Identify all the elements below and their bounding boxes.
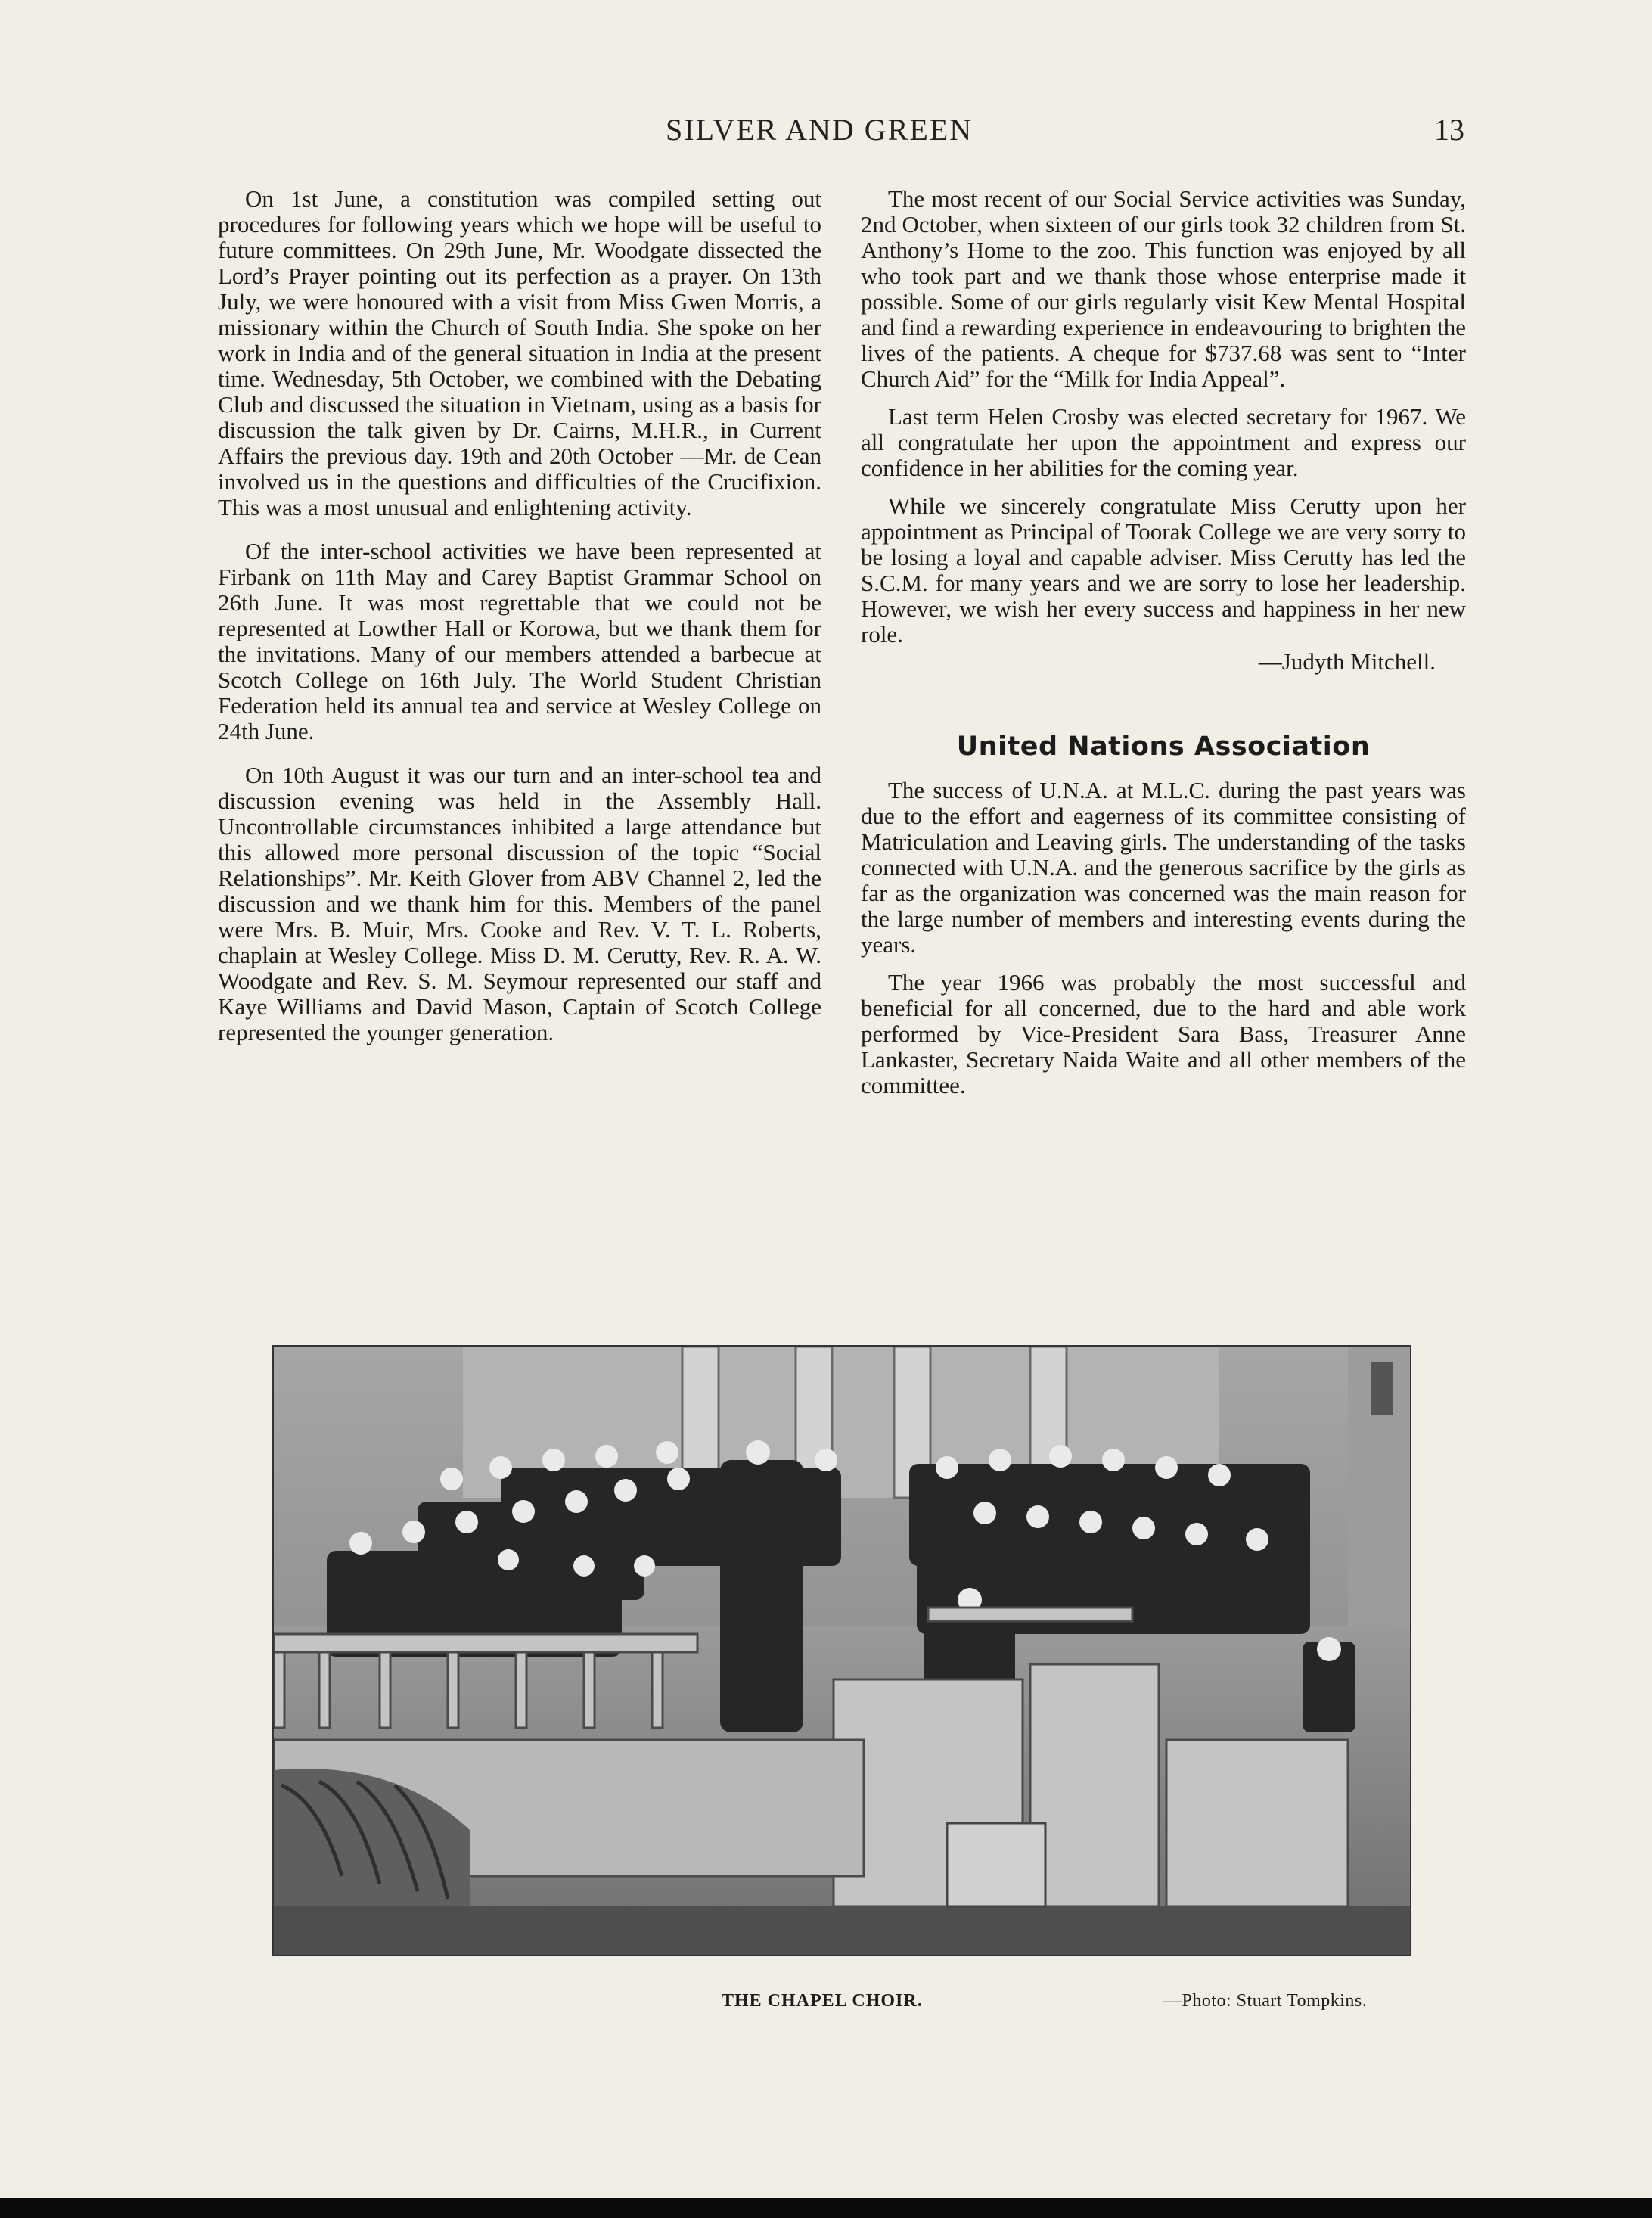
- running-header: [0, 112, 1652, 150]
- publication-title: SILVER AND GREEN: [666, 113, 974, 147]
- section-heading: United Nations Association: [956, 732, 1371, 762]
- left-column: [218, 186, 821, 1058]
- paragraph-assembly-hall: On 10th August it was our turn and an inter-school tea and discussion evening was held in the Assembly Hall. Uncontrollable circumstances inhibited a large attendance but this allowed more personal discussion of the topic “Social Relationships”. Mr. Keith Glover from ABV Channel 2, led the discussion and we thank him for this. Members of the panel were Mrs. B. Muir, Mrs. Cooke and Rev. V. T. L. Roberts, chaplain at Wesley College. Miss D. M. Cerutty, Rev. R. A. W. Woodgate and Rev. S. M. Seymour represented our staff and Kaye Williams and David Mason, Captain of Scotch College represented the younger generation.: [218, 762, 821, 1045]
- scan-edge: [0, 2198, 1652, 2218]
- page-number: 13: [1434, 113, 1464, 147]
- author-signature: —Judyth Mitchell.: [1258, 648, 1436, 675]
- paragraph-una-success: The success of U.N.A. at M.L.C. during the past years was due to the effort and eagerness of its committee consisting of Matriculation and Leaving girls. The understanding of the tasks connected with U.N.A. and the generous sacrifice by the girls as far as the organization was concerned was the main reason for the large number of members and interesting events during the years.: [861, 777, 1466, 958]
- photo-caption: THE CHAPEL CHOIR.: [722, 1991, 923, 2011]
- paragraph-social-service: The most recent of our Social Service activities was Sunday, 2nd October, when sixteen of our girls took 32 children from St. Anthony’s Home to the zoo. This function was enjoyed by all who took part and we thank those whose enterprise made it possible. Some of our girls regularly visit Kew Mental Hospital and find a rewarding experience in endeavouring to brighten the lives of the patients. A cheque for $737.68 was sent to “Inter Church Aid” for the “Milk for India Appeal”.: [861, 185, 1466, 392]
- right-column: [861, 186, 1466, 1111]
- paragraph-inter-school: Of the inter-school activities we have been represented at Firbank on 11th May and Carey Baptist Grammar School on 26th June. It was most regrettable that we could not be represented at Lowther Hall or Korowa, but we thank them for the invitations. Many of our members attended a barbecue at Scotch College on 16th July. The World Student Christian Federation held its annual tea and service at Wesley College on 24th June.: [218, 538, 821, 744]
- choir-photograph: [272, 1345, 1411, 1956]
- photo-credit: —Photo: Stuart Tompkins.: [1163, 1991, 1368, 2011]
- paragraph-miss-cerutty: While we sincerely congratulate Miss Cerutty upon her appointment as Principal of Toorak College we are very sorry to be losing a loyal and capable adviser. Miss Cerutty has led the S.C.M. for many years and we are sorry to lose her leadership. However, we wish her every success and happiness in her new role.: [861, 492, 1466, 648]
- paragraph-una-1966: The year 1966 was probably the most successful and beneficial for all concerned, due to the hard and able work performed by Vice-President Sara Bass, Treasurer Anne Lankaster, Secretary Naida Waite and all other members of the committee.: [861, 969, 1466, 1098]
- photo-caption-line: [0, 1991, 1652, 2021]
- paragraph-secretary: Last term Helen Crosby was elected secretary for 1967. We all congratulate her upon the appointment and express our confidence in her abilities for the coming year.: [861, 403, 1466, 481]
- paragraph-constitution: On 1st June, a constitution was compiled setting out procedures for following years which we hope will be useful to future committees. On 29th June, Mr. Woodgate dissected the Lord’s Prayer pointing out its perfection as a prayer. On 13th July, we were honoured with a visit from Miss Gwen Morris, a missionary within the Church of South India. She spoke on her work in India and of the general situation in India at the present time. Wednesday, 5th October, we combined with the Debating Club and discussed the situation in Vietnam, using as a basis for discussion the talk given by Dr. Cairns, M.H.R., in Current Affairs the previous day. 19th and 20th October —Mr. de Cean involved us in the questions and difficulties of the Crucifixion. This was a most unusual and enlightening activity.: [218, 185, 821, 520]
